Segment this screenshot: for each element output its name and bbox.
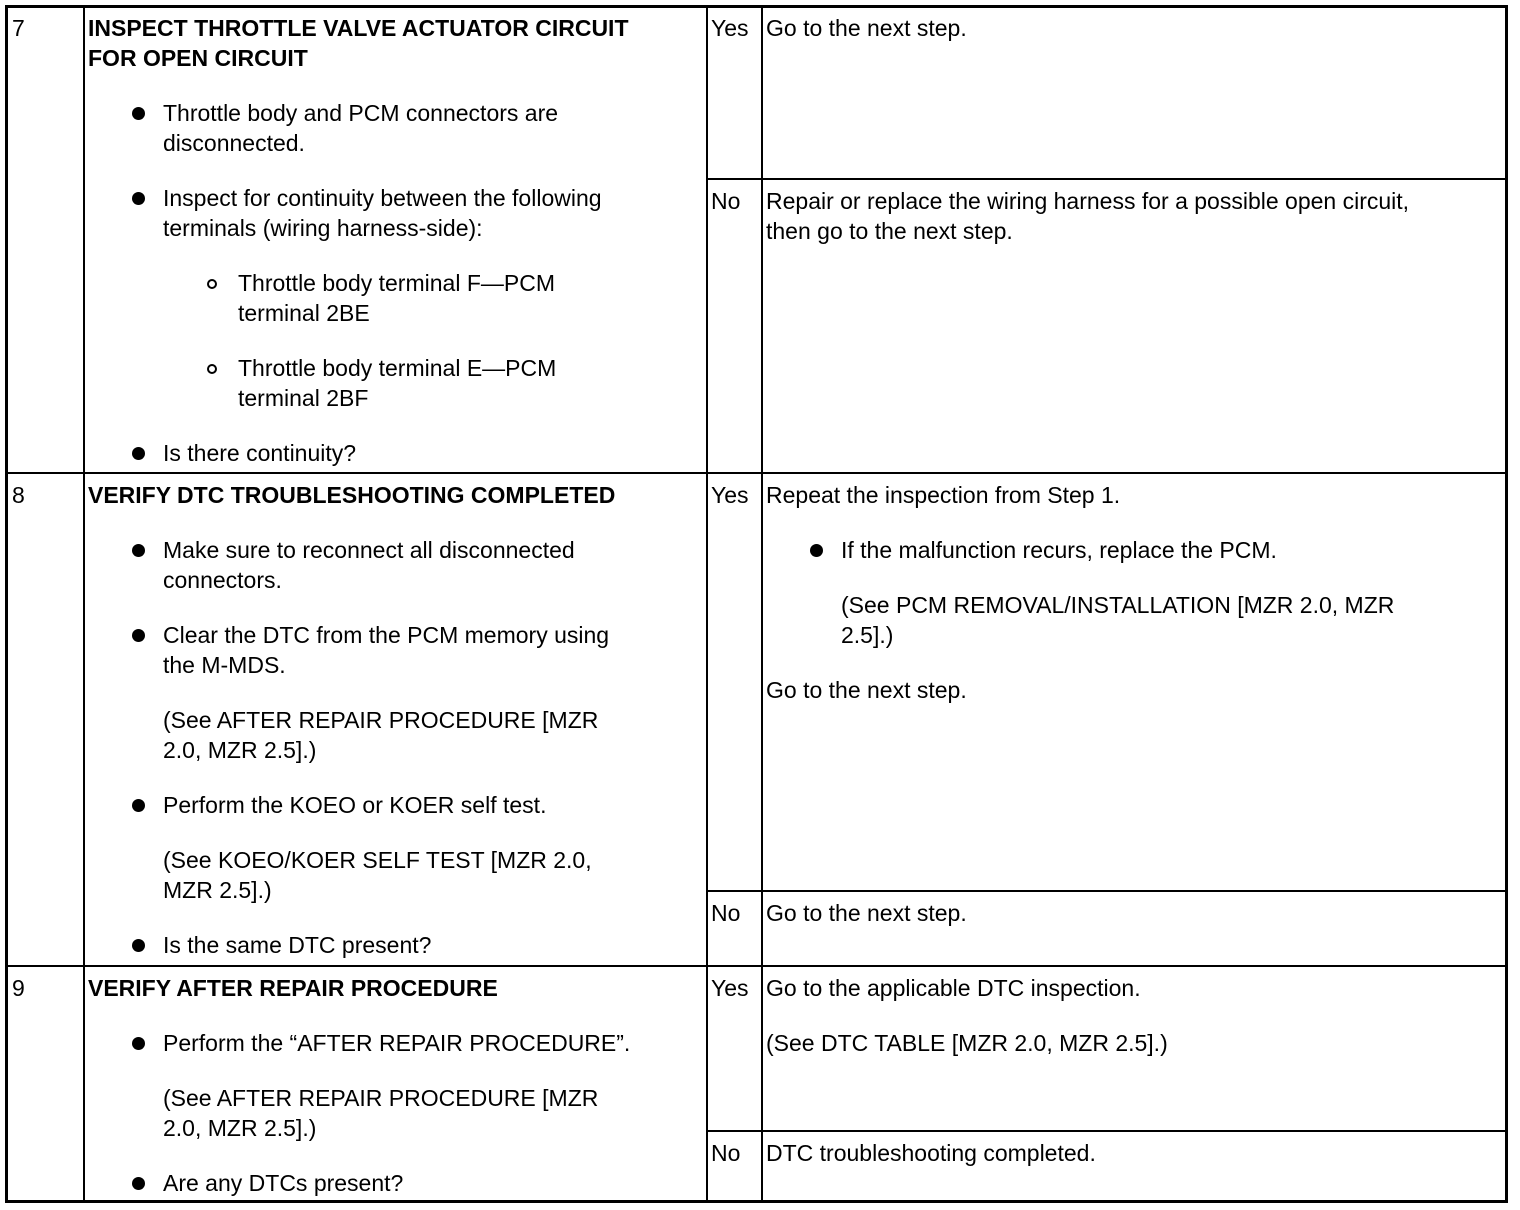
reference-text: (See DTC TABLE [MZR 2.0, MZR 2.5].) bbox=[766, 1030, 1168, 1056]
yes-action: If the malfunction recurs, replace the PCM. bbox=[841, 537, 1277, 563]
instruction-text: Clear the DTC from the PCM memory using bbox=[163, 622, 610, 648]
reference-text: 2.5].) bbox=[841, 622, 894, 648]
sub-bullet-icon bbox=[207, 279, 217, 289]
no-action: Repair or replace the wiring harness for a possible open circuit, bbox=[766, 188, 1410, 214]
instruction-text: Make sure to reconnect all disconnected bbox=[163, 537, 575, 563]
step-number: 9 bbox=[12, 975, 25, 1001]
bullet-icon bbox=[132, 799, 145, 812]
yes-action: Go to the applicable DTC inspection. bbox=[766, 975, 1141, 1001]
instruction-text: disconnected. bbox=[163, 130, 305, 156]
instruction-text: terminals (wiring harness-side): bbox=[163, 215, 483, 241]
sub-bullet-icon bbox=[207, 364, 217, 374]
reference-text: (See KOEO/KOER SELF TEST [MZR 2.0, bbox=[163, 847, 592, 873]
instruction-text: Are any DTCs present? bbox=[163, 1170, 404, 1196]
bullet-icon bbox=[132, 447, 145, 460]
no-action: then go to the next step. bbox=[766, 218, 1013, 244]
step-number: 7 bbox=[12, 15, 25, 41]
row-divider bbox=[8, 472, 1505, 474]
bullet-icon bbox=[132, 1177, 145, 1190]
no-label: No bbox=[711, 900, 741, 926]
bullet-icon bbox=[132, 939, 145, 952]
instruction-text: terminal 2BF bbox=[238, 385, 369, 411]
bullet-icon bbox=[132, 629, 145, 642]
instruction-text: the M-MDS. bbox=[163, 652, 286, 678]
instruction-text: Throttle body terminal E—PCM bbox=[238, 355, 557, 381]
instruction-text: Perform the KOEO or KOER self test. bbox=[163, 792, 547, 818]
no-label: No bbox=[711, 188, 741, 214]
yes-no-divider bbox=[706, 890, 1505, 892]
yes-no-divider bbox=[706, 178, 1505, 180]
step-title: FOR OPEN CIRCUIT bbox=[88, 45, 308, 71]
yes-label: Yes bbox=[711, 15, 749, 41]
reference-text: (See PCM REMOVAL/INSTALLATION [MZR 2.0, MZR bbox=[841, 592, 1395, 618]
column-divider bbox=[706, 8, 708, 1200]
instruction-text: connectors. bbox=[163, 567, 282, 593]
reference-text: MZR 2.5].) bbox=[163, 877, 272, 903]
column-divider bbox=[83, 8, 85, 1200]
reference-text: (See AFTER REPAIR PROCEDURE [MZR bbox=[163, 1085, 599, 1111]
no-action: DTC troubleshooting completed. bbox=[766, 1140, 1096, 1166]
bullet-icon bbox=[132, 544, 145, 557]
instruction-text: Perform the “AFTER REPAIR PROCEDURE”. bbox=[163, 1030, 631, 1056]
no-action: Go to the next step. bbox=[766, 900, 967, 926]
yes-no-divider bbox=[706, 1130, 1505, 1132]
row-divider bbox=[8, 965, 1505, 967]
step-title: INSPECT THROTTLE VALVE ACTUATOR CIRCUIT bbox=[88, 15, 629, 41]
instruction-text: Is the same DTC present? bbox=[163, 932, 432, 958]
step-title: VERIFY AFTER REPAIR PROCEDURE bbox=[88, 975, 498, 1001]
yes-action: Go to the next step. bbox=[766, 15, 967, 41]
instruction-text: Throttle body and PCM connectors are bbox=[163, 100, 559, 126]
bullet-icon bbox=[132, 192, 145, 205]
yes-label: Yes bbox=[711, 482, 749, 508]
step-number: 8 bbox=[12, 482, 25, 508]
column-divider bbox=[761, 8, 763, 1200]
bullet-icon bbox=[132, 1037, 145, 1050]
instruction-text: Is there continuity? bbox=[163, 440, 357, 466]
step-title: VERIFY DTC TROUBLESHOOTING COMPLETED bbox=[88, 482, 616, 508]
yes-action: Go to the next step. bbox=[766, 677, 967, 703]
yes-action: Repeat the inspection from Step 1. bbox=[766, 482, 1121, 508]
instruction-text: Inspect for continuity between the following bbox=[163, 185, 602, 211]
yes-label: Yes bbox=[711, 975, 749, 1001]
reference-text: 2.0, MZR 2.5].) bbox=[163, 1115, 317, 1141]
reference-text: 2.0, MZR 2.5].) bbox=[163, 737, 317, 763]
instruction-text: Throttle body terminal F—PCM bbox=[238, 270, 555, 296]
no-label: No bbox=[711, 1140, 741, 1166]
instruction-text: terminal 2BE bbox=[238, 300, 370, 326]
reference-text: (See AFTER REPAIR PROCEDURE [MZR bbox=[163, 707, 599, 733]
bullet-icon bbox=[810, 544, 823, 557]
bullet-icon bbox=[132, 107, 145, 120]
